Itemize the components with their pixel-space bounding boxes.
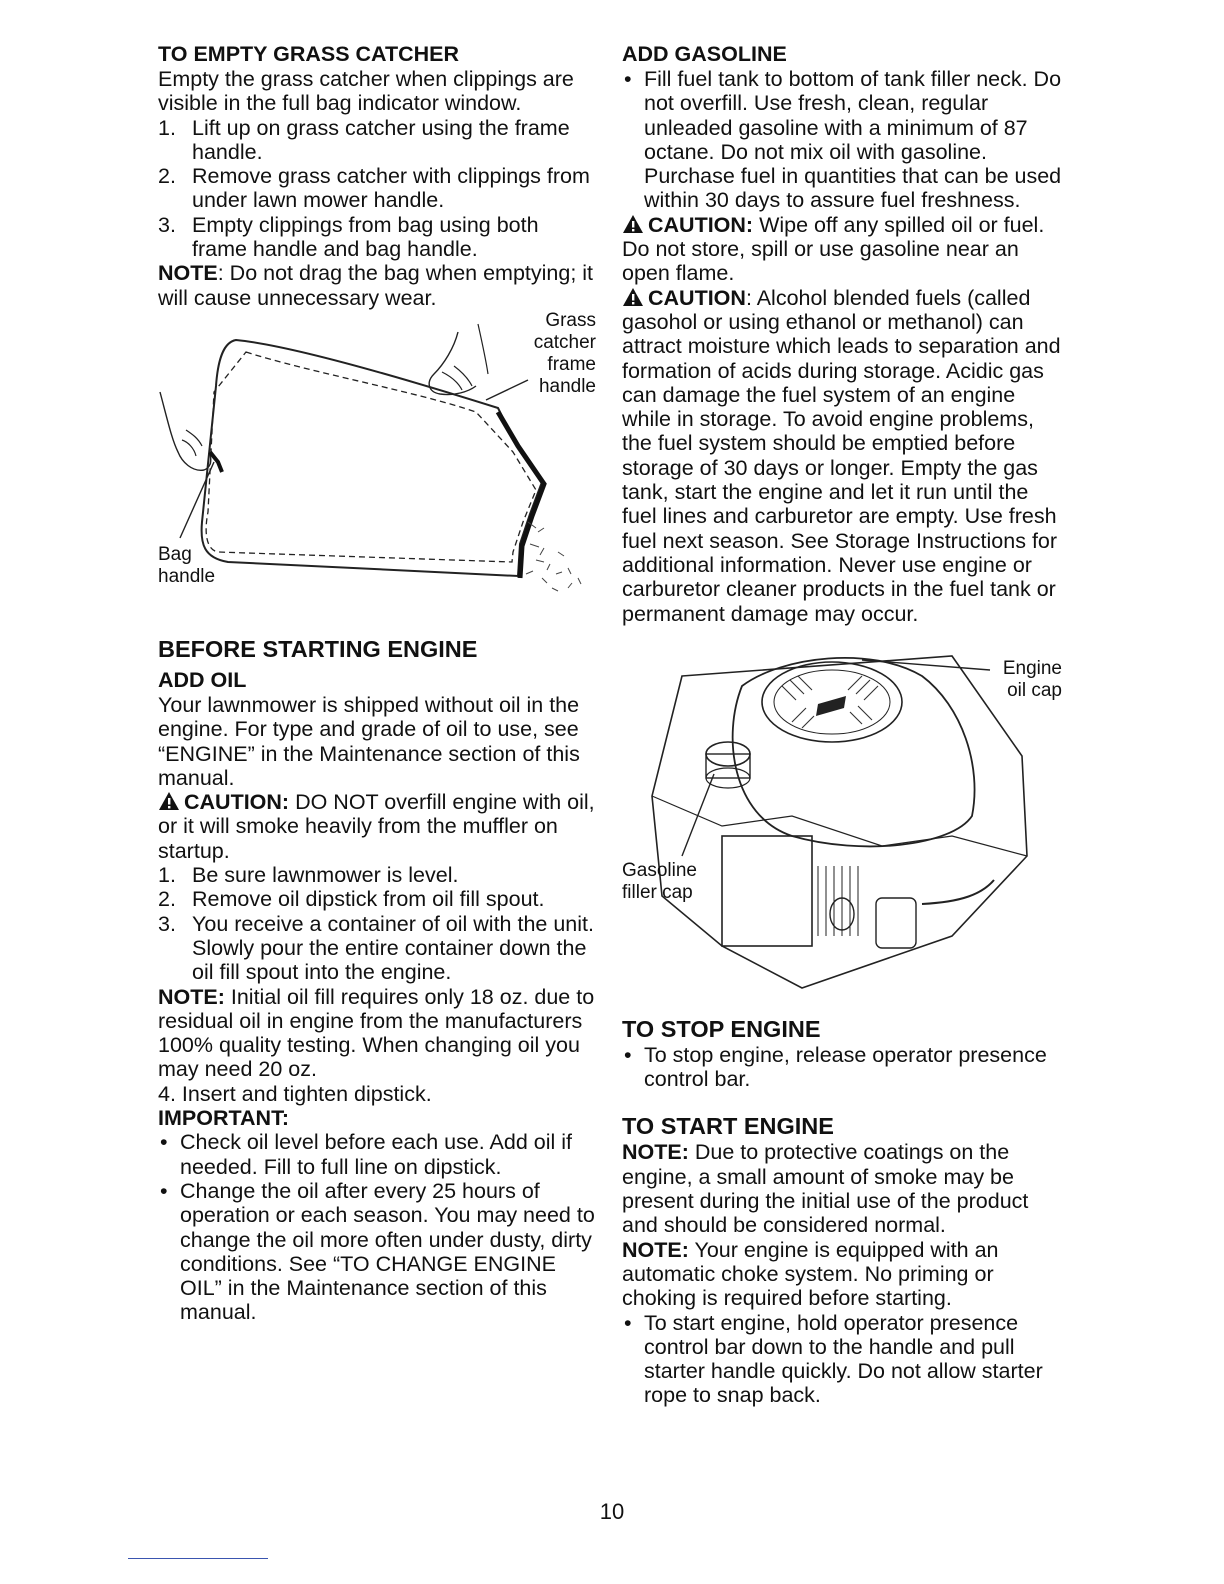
important-bullets — [158, 1130, 598, 1324]
oil-note — [158, 985, 598, 1082]
start-note-1 — [622, 1140, 1068, 1237]
step-text: Lift up on grass catcher using the frame handle. — [192, 115, 570, 164]
left-column — [158, 42, 598, 1325]
caution-label: CAUTION: — [184, 790, 290, 815]
caution-text: DO NOT overfill engine with oil, or it will smoke heavily from the muffler on startup. — [158, 790, 595, 863]
empty-note — [158, 261, 598, 310]
engine-figure — [622, 646, 1068, 998]
warning-triangle-icon — [622, 287, 644, 307]
list-item — [622, 1311, 1068, 1408]
list-item — [622, 67, 1068, 213]
note-label: NOTE: — [158, 984, 225, 1009]
bullet-dot: • — [160, 1178, 168, 1203]
step-text: You receive a container of oil with the unit. Slowly pour the entire container down the oil fill spout into the engine. — [192, 911, 594, 985]
engine-oil-cap-label: Engine oil cap — [1002, 657, 1062, 701]
step-text: Be sure lawnmower is level. — [192, 863, 459, 888]
step-number: 2. — [158, 887, 176, 912]
add-gasoline-heading: ADD GASOLINE — [622, 42, 787, 66]
gas-caution-1 — [622, 213, 1068, 286]
note-label: NOTE — [158, 261, 218, 286]
add-oil-intro: Your lawnmower is shipped without oil in the engine. For type and grade of oil to use, see “ENGINE” in the Maintenance section of this manual. — [158, 692, 580, 790]
step-number: 1. — [158, 115, 176, 140]
caution-label: CAUTION — [648, 285, 746, 310]
note-text: Your engine is equipped with an automatic choke system. No priming or choking is required before starting. — [622, 1237, 999, 1311]
bullet-dot: • — [160, 1130, 168, 1155]
note-label: NOTE: — [622, 1140, 689, 1165]
stop-bullets — [622, 1043, 1068, 1092]
right-column — [622, 42, 1068, 1408]
caution-label: CAUTION: — [648, 212, 754, 237]
step-number: 2. — [158, 164, 176, 189]
warning-triangle-icon — [622, 214, 644, 234]
bullet-text: Change the oil after every 25 hours of operation or each season. You may need to change the oil more often under dusty, dirty conditions. See “TO CHANGE ENGINE OIL” in the Maintenance section of this manual. — [180, 1178, 595, 1325]
empty-grass-catcher-heading: TO EMPTY GRASS CATCHER — [158, 42, 460, 66]
gasoline-filler-cap-label: Gasoline filler cap — [622, 859, 697, 903]
to-start-engine-heading: TO START ENGINE — [622, 1113, 834, 1140]
note-text: : Do not drag the bag when emptying; it will cause unnecessary wear. — [158, 261, 594, 310]
empty-steps-list — [158, 116, 598, 262]
list-item — [158, 912, 598, 985]
bag-handle-label: Bag handle — [158, 543, 216, 587]
step-text: Remove grass catcher with clippings from under lawn mower handle. — [192, 164, 590, 213]
list-item — [158, 116, 598, 165]
step-text: Empty clippings from bag using both frame handle and bag handle. — [192, 212, 539, 262]
oil-caution — [158, 790, 598, 863]
oil-steps-list — [158, 863, 598, 984]
note-text: Due to protective coatings on the engine, a small amount of smoke may be present during the initial use of the product and should be considered normal. — [622, 1140, 1029, 1238]
grass-catcher-figure — [158, 309, 598, 630]
list-item — [158, 1179, 598, 1325]
list-item — [158, 164, 598, 213]
gas-caution-2 — [622, 286, 1068, 626]
note-label: NOTE: — [622, 1237, 689, 1262]
bullet-dot: • — [624, 67, 632, 91]
list-item — [158, 863, 598, 887]
bullet-text: Fill fuel tank to bottom of tank filler neck. Do not overfill. Use fresh, clean, regular unleaded gasoline with a minimum of 87 octane. Do not mix oil with gasoline. Purchase fuel in quantities that can be used within 30 days to assure fuel freshness. — [644, 67, 1062, 213]
frame-handle-label: Grass catcher frame handle — [533, 309, 596, 397]
caution-text: : Alcohol blended fuels (called gasohol or using ethanol or methanol) can attract moisture which leads to separation and formation of acids during storage. Acidic gas can damage the fuel system of an engine while in storage. To avoid engine problems, the fuel system should be emptied before storage of 30 days or longer. Empty the gas tank, start the engine and let it run until the fuel lines and carburetor are empty. Use fresh fuel next season. See Storage Instructions for additional information. Never use engine or carburetor cleaner products in the fuel tank or permanent damage may occur. — [622, 285, 1061, 626]
list-item — [158, 1130, 598, 1179]
footer-rule — [128, 1558, 268, 1559]
list-item — [622, 1043, 1068, 1092]
bullet-text: To start engine, hold operator presence control bar down to the handle and pull starter handle quickly. Do not allow starter rope to snap back. — [644, 1310, 1043, 1408]
step-number: 3. — [158, 212, 176, 237]
to-stop-engine-heading: TO STOP ENGINE — [622, 1015, 821, 1042]
step-number: 3. — [158, 911, 176, 936]
add-oil-heading: ADD OIL — [158, 667, 247, 692]
step-number: 1. — [158, 863, 176, 888]
start-bullets — [622, 1311, 1068, 1408]
bullet-dot: • — [624, 1042, 632, 1067]
caution-text: Wipe off any spilled oil or fuel. Do not store, spill or use gasoline near an open flame. — [622, 212, 1045, 286]
gas-bullets — [622, 67, 1068, 213]
list-item — [158, 887, 598, 911]
page-number: 10 — [599, 1499, 625, 1524]
bullet-dot: • — [624, 1310, 632, 1335]
before-starting-engine-heading: BEFORE STARTING ENGINE — [158, 635, 478, 662]
oil-step-4: 4. Insert and tighten dipstick. — [158, 1081, 432, 1106]
list-item — [158, 213, 598, 262]
note-text: Initial oil fill requires only 18 oz. due to residual oil in engine from the manufacturers 100% quality testing. When changing oil you may need 20 oz. — [158, 984, 595, 1082]
warning-triangle-icon — [158, 791, 180, 811]
start-note-2 — [622, 1238, 1068, 1311]
empty-intro-text: Empty the grass catcher when clippings are visible in the full bag indicator window. — [158, 67, 574, 116]
bullet-text: To stop engine, release operator presence control bar. — [644, 1042, 1047, 1092]
step-text: Remove oil dipstick from oil fill spout. — [192, 887, 545, 912]
important-label: IMPORTANT: — [158, 1106, 289, 1131]
bullet-text: Check oil level before each use. Add oil if needed. Fill to full line on dipstick. — [180, 1130, 573, 1179]
